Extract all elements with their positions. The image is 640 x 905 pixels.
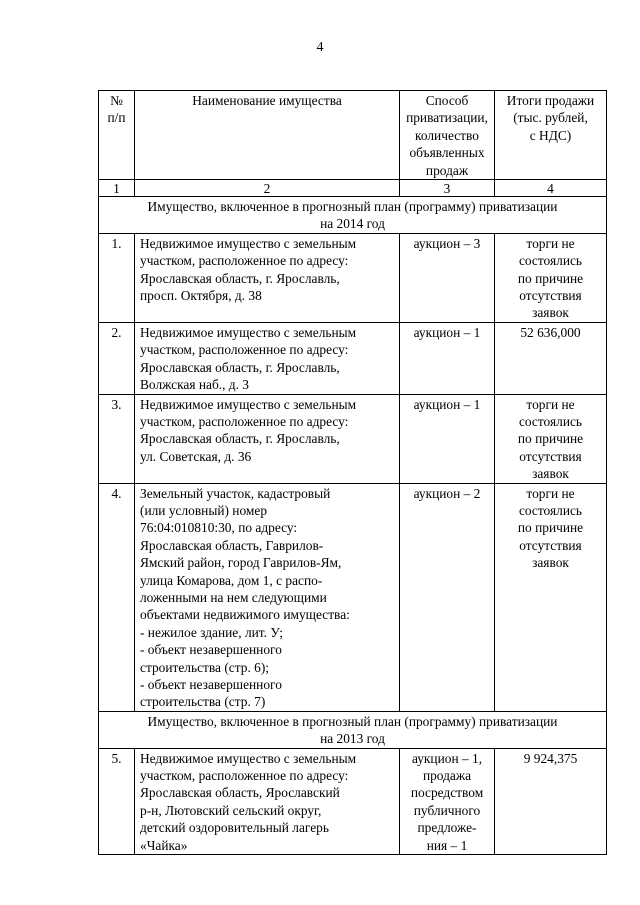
privatization-method: аукцион – 1 [400, 322, 495, 394]
row-number: 5. [99, 748, 135, 854]
table-row [99, 748, 607, 854]
header-sale-results: Итоги продажи (тыс. рублей, с НДС) [495, 91, 607, 180]
privatization-method: аукцион – 2 [400, 483, 495, 711]
table-header-row [99, 91, 607, 180]
page-number: 4 [316, 40, 324, 55]
row-number: 1. [99, 233, 135, 322]
row-number: 2. [99, 322, 135, 394]
table-row [99, 322, 607, 394]
column-number: 3 [400, 180, 495, 197]
privatization-method: аукцион – 1, продажа посредством публичного предложе- ния – 1 [400, 748, 495, 854]
table-row [99, 233, 607, 322]
section-header-2013 [99, 711, 607, 748]
sale-result: 52 636,000 [495, 322, 607, 394]
property-name: Недвижимое имущество с земельным участком, расположенное по адресу: Ярославская область, Ярославский р-н, Лютовский сельский округ, детский оздоровительный лагерь «Чайка» [135, 748, 400, 854]
property-name: Недвижимое имущество с земельным участком, расположенное по адресу: Ярославская область, г. Ярославль, просп. Октября, д. 38 [135, 233, 400, 322]
property-name: Недвижимое имущество с земельным участком, расположенное по адресу: Ярославская область, г. Ярославль, Волжская наб., д. 3 [135, 322, 400, 394]
header-privatization-method: Способ приватизации, количество объявленных продаж [400, 91, 495, 180]
section-title: Имущество, включенное в прогнозный план (программу) приватизации на 2014 год [99, 197, 607, 234]
header-number: № п/п [99, 91, 135, 180]
property-name: Недвижимое имущество с земельным участком, расположенное по адресу: Ярославская область, г. Ярославль, ул. Советская, д. 36 [135, 394, 400, 483]
privatization-method: аукцион – 3 [400, 233, 495, 322]
column-number: 4 [495, 180, 607, 197]
column-numbers-row [99, 180, 607, 197]
column-number: 1 [99, 180, 135, 197]
section-header-2014 [99, 197, 607, 234]
sale-result: 9 924,375 [495, 748, 607, 854]
sale-result: торги не состоялись по причине отсутствия заявок [495, 233, 607, 322]
header-property-name: Наименование имущества [135, 91, 400, 180]
property-name: Земельный участок, кадастровый (или условный) номер 76:04:010810:30, по адресу: Ярославская область, Гаврилов- Ямский район, город Гаврилов-Ям, улица Комарова, дом 1, с распо- ложенными на нем следующими объектами недвижимого имущества: - нежилое здание, лит. У; - объект незавершенного строительства (стр. 6); - объект незавершенного строительства (стр. 7) [135, 483, 400, 711]
sale-result: торги не состоялись по причине отсутствия заявок [495, 394, 607, 483]
table-row [99, 483, 607, 711]
row-number: 4. [99, 483, 135, 711]
privatization-results-table [98, 90, 607, 855]
section-title: Имущество, включенное в прогнозный план (программу) приватизации на 2013 год [99, 711, 607, 748]
row-number: 3. [99, 394, 135, 483]
table-row [99, 394, 607, 483]
privatization-method: аукцион – 1 [400, 394, 495, 483]
column-number: 2 [135, 180, 400, 197]
sale-result: торги не состоялись по причине отсутствия заявок [495, 483, 607, 711]
